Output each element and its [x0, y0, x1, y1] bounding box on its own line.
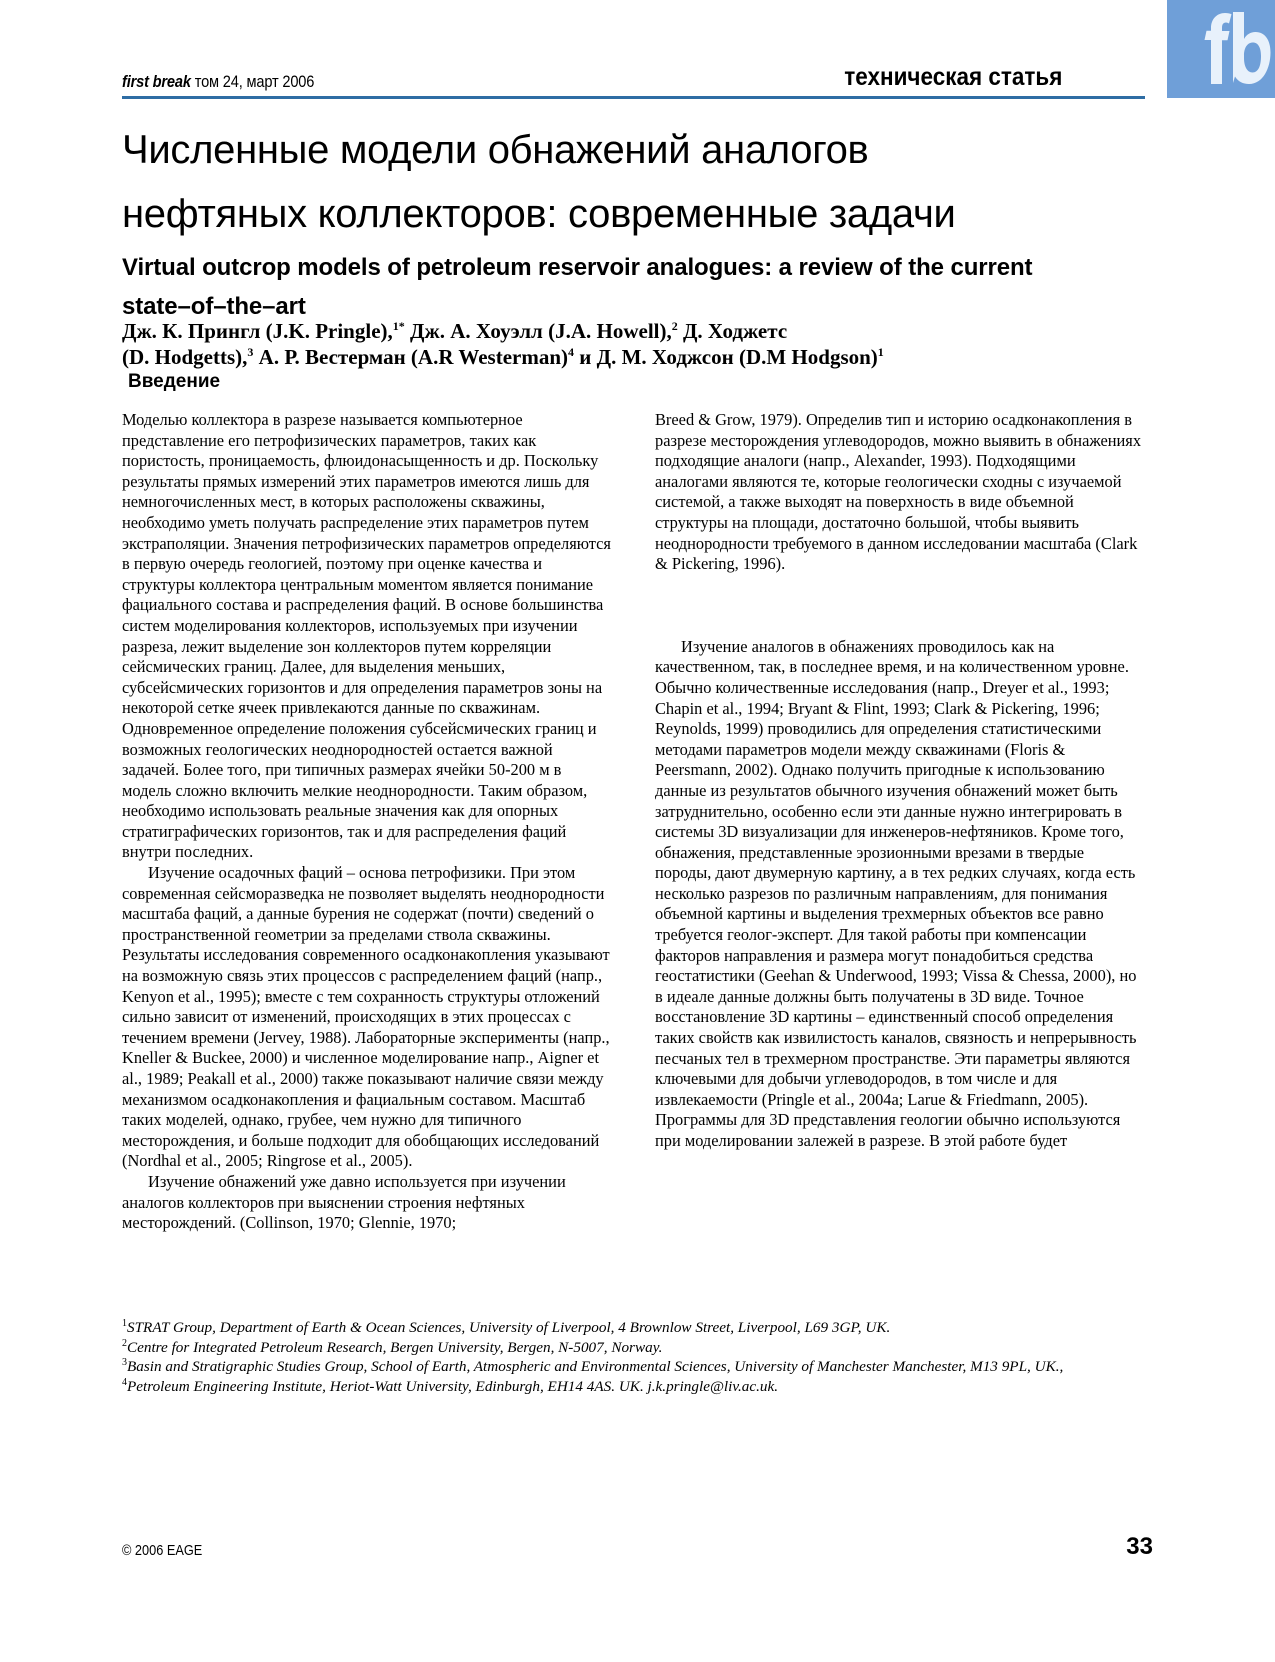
footnote-marker: 4: [122, 1376, 127, 1388]
body-columns: [122, 410, 1145, 1315]
footnote-text: STRAT Group, Department of Earth & Ocean Sciences, University of Liverpool, 4 Brownlow Street, Liverpool, L69 3GP, UK.: [127, 1319, 891, 1336]
author-line-2: [122, 344, 1102, 370]
left-column: [122, 410, 611, 1315]
header-section-label: техническая статья: [843, 63, 1062, 91]
author-affil-marker: 4: [568, 345, 575, 359]
author-list: [122, 318, 1102, 370]
footnote-marker: 2: [122, 1337, 127, 1349]
page-title-russian-line2: нефтяных коллекторов: современные задачи: [122, 192, 956, 236]
page-title-english: Virtual outcrop models of petroleum reservoir analogues: a review of the current state–of–the–art: [122, 254, 1033, 320]
section-heading-introduction: Введение: [128, 371, 221, 392]
column-spacer: [655, 575, 1144, 637]
first-break-logo: [1167, 0, 1275, 98]
fb-logo-icon: [1167, 0, 1275, 98]
affiliation-footnotes: [122, 1318, 1122, 1396]
author-westerman: А. Р. Вестерман (A.R Westerman): [253, 345, 569, 369]
footnote-item: [122, 1357, 1122, 1377]
author-affil-marker: 2: [671, 319, 678, 333]
page-title-russian-line1: Численные модели обнажений аналогов: [122, 128, 869, 172]
footnote-item: [122, 1318, 1122, 1338]
author-hodgetts: (D. Hodgetts),: [122, 345, 248, 369]
footnote-text[interactable]: Petroleum Engineering Institute, Heriot-Watt University, Edinburgh, EH14 4AS. UK. j.k.pringle@liv.ac.uk.: [127, 1377, 779, 1395]
author-hodgson: и Д. М. Ходжсон (D.M Hodgson): [574, 345, 878, 369]
paragraph: Изучение осадочных фаций – основа петрофизики. При этом современная сейсморазведка не позволяет выделять неоднородности масштаба фаций, а данные бурения не содержат (почти) сведений о пространственной геометрии за пределами ствола скважины. Результаты исследования современного осадконакопления указывают на возможную связь этих процессов с распределением фаций (напр., Kenyon et al., 1995); вместе с тем сохранность структуры отложений сильно зависит от изменений, происходящих в этих процессах с течением времени (Jervey, 1988). Лабораторные эксперименты (напр., Kneller & Buckee, 2000) и численное моделирование напр., Aigner et al., 1989; Peakall et al., 2000) также показывают наличие связи между механизмом осадконакопления и фациальным составом. Масштаб таких моделей, однако, грубее, чем нужно для типичного месторождения, и больше подходит для обобщающих исследований (Nordhal et al., 2005; Ringrose et al., 2005).: [122, 863, 610, 1171]
paragraph: Breed & Grow, 1979). Определив тип и историю осадконакопления в разрезе месторождения углеводородов, можно выявить в обнажениях подходящие аналоги (напр., Alexander, 1993). Подходящими аналогами являются те, которые геологически сходны с изучаемой системой, а также выходят на поверхность в виде объемной структуры на площади, достаточно большой, чтобы выявить неоднородности требуемого в данном исследовании масштаба (Clark & Pickering, 1996).: [655, 410, 1142, 574]
author-line-1: [122, 318, 1102, 344]
masthead: [122, 73, 314, 90]
footnote-item: [122, 1377, 1122, 1397]
paragraph: Моделью коллектора в разрезе называется компьютерное представление его петрофизических параметров, таких как пористость, проницаемость, флюидонасыщенность и др. Поскольку результаты прямых измерений этих параметров имеются лишь для немногочисленных мест, в которых расположены скважины, необходимо уметь получать распределение этих параметров путем экстраполяции. Значения петрофизических параметров определяются в первую очередь геологией, поэтому при оценке качества и структуры коллектора центральным моментом является понимание фациального состава и распределения фаций. В основе большинства систем моделирования коллекторов, используемых при изучении разреза, лежит выделение зон коллекторов путем корреляции сейсмических границ. Далее, для выделения меньших, субсейсмических горизонтов и для определения параметров зоны на некоторой сетке ячеек привлекаются данные по скважинам. Одновременное определение положения субсейсмических границ и возможных геологических неоднородностей остается важной задачей. Более того, при типичных размерах ячейки 50-200 м в модель сложно включить мелкие неоднородности. Таким образом, необходимо использовать реальные значения как для опорных стратиграфических горизонтов, так и для распределения фаций внутри последних.: [122, 410, 611, 862]
footnote-item: [122, 1338, 1122, 1358]
author-pringle: Дж. К. Прингл (J.K. Pringle),: [122, 319, 393, 343]
author-affil-marker: 1*: [392, 319, 405, 333]
page-title-russian: [122, 118, 1082, 246]
paragraph: Изучение аналогов в обнажениях проводилось как на качественном, так, в последнее время, и на количественном уровне. Обычно количественные исследования (напр., Dreyer et al., 1993; Chapin et al., 1994; Bryant & Flint, 1993; Clark & Pickering, 1996; Reynolds, 1999) проводились для определения статистическими методами параметров модели между скважинами (Floris & Peersmann, 2002). Однако получить пригодные к использованию данные из результатов обычного изучения обнажений может быть затруднительно, особенно если эти данные нужно интегрировать в системы 3D визуализации для инженеров-нефтяников. Кроме того, обнажения, представленные эрозионными врезами в твердые породы, дают двумерную картину, а в тех редких случаях, когда есть несколько разрезов по различным направлениям, для понимания объемной картины и выделения трехмерных объектов все равно требуется геолог-эксперт. Для такой работы при компенсации факторов направления и размера могут понадобиться средства геостатистики (Geehan & Underwood, 1993; Vissa & Chessa, 2000), но в идеале данные должны быть получатены в 3D виде. Точное восстановление 3D картины – единственный способ определения таких свойств как извилистость каналов, связность и непрерывность песчаных тел в трехмерном пространстве. Эти параметры являются ключевыми для добычи углеводородов, в том числе и для извлекаемости (Pringle et al., 2004a; Larue & Friedmann, 2005). Программы для 3D представления геологии обычно используются при моделировании залежей в разрезе. В этой работе будет: [655, 636, 1137, 1150]
footnote-text: Basin and Stratigraphic Studies Group, School of Earth, Atmospheric and Environmental Sciences, University of Manchester Manchester, M13 9PL, UK.,: [127, 1358, 1064, 1376]
footnote-text: Centre for Integrated Petroleum Research, Bergen University, Bergen, N-5007, Norway.: [127, 1338, 663, 1356]
footnote-marker: 3: [122, 1357, 127, 1369]
footer-copyright: © 2006 EAGE: [122, 1542, 203, 1559]
author-hodgetts-ru: Д. Ходжетс: [677, 319, 788, 343]
author-howell: Дж. А. Хоуэлл (J.A. Howell),: [404, 319, 672, 343]
header-rule: [122, 96, 1145, 99]
author-affil-marker: 1: [877, 345, 884, 359]
page-header: [122, 56, 1062, 90]
footnote-marker: 1: [122, 1317, 127, 1329]
masthead-journal-name: first break: [122, 72, 191, 91]
masthead-issue: том 24, март 2006: [190, 72, 315, 91]
footer-page-number: 33: [1126, 1533, 1153, 1560]
paragraph: Изучение обнажений уже давно используется при изучении аналогов коллекторов при выяснении строения нефтяных месторождений. (Collinson, 1970; Glennie, 1970;: [122, 1171, 566, 1233]
right-column: [655, 410, 1144, 1315]
author-affil-marker: 3: [247, 345, 254, 359]
